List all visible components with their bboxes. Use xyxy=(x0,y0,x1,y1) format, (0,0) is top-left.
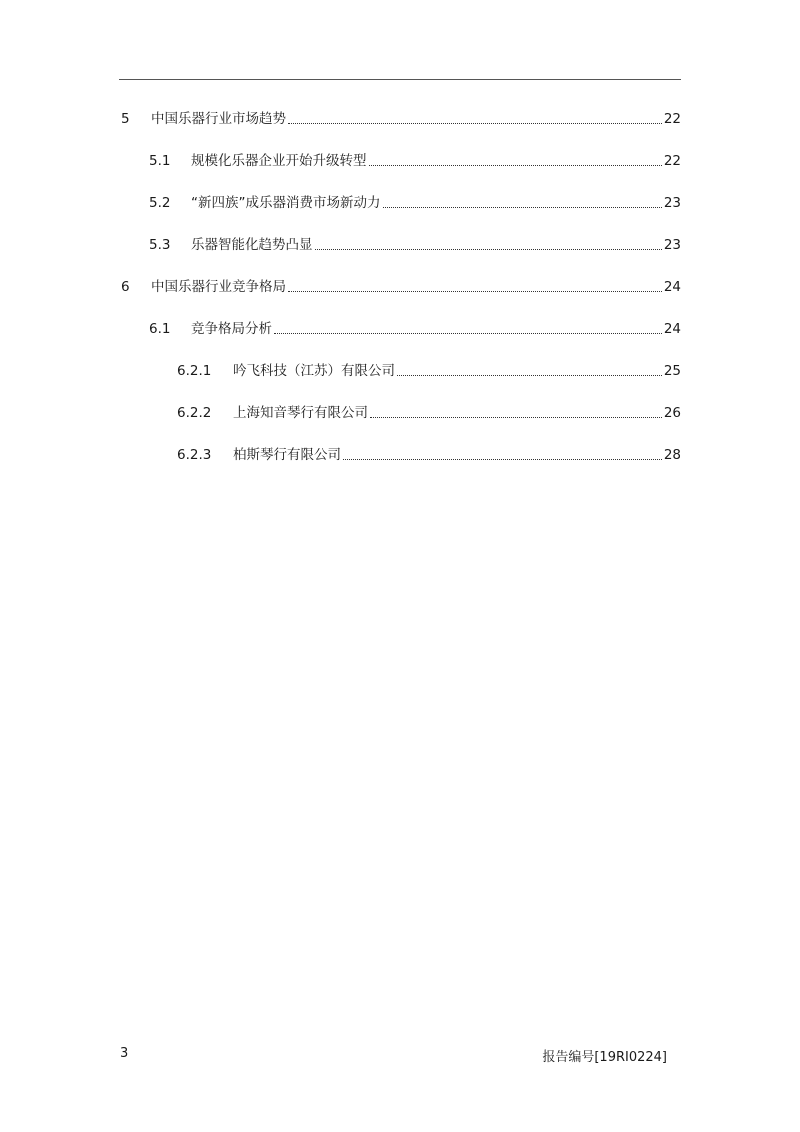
toc-entry-number: 6 xyxy=(121,279,130,295)
toc-entry-page: 24 xyxy=(663,279,681,295)
toc-entry-5-3[interactable] xyxy=(149,234,681,254)
dot-leader xyxy=(383,207,662,208)
dot-leader xyxy=(274,333,662,334)
toc-entry-number: 6.2.1 xyxy=(177,363,212,379)
toc-entry-title: 中国乐器行业市场趋势 xyxy=(151,111,286,127)
toc-entry-page: 28 xyxy=(663,447,681,463)
toc-entry-page: 22 xyxy=(663,153,681,169)
toc-entry-6-2-3[interactable] xyxy=(177,444,681,464)
toc-entry-title: “新四族”成乐器消费市场新动力 xyxy=(191,195,381,211)
footer-report-code: 报告编号[19RI0224] xyxy=(542,1050,667,1065)
toc-entry-page: 23 xyxy=(663,195,681,211)
toc-entry-page: 23 xyxy=(663,237,681,253)
toc-entry-title: 吟飞科技（江苏）有限公司 xyxy=(233,363,395,379)
toc-entry-number: 6.1 xyxy=(149,321,171,337)
dot-leader xyxy=(288,291,662,292)
toc-entry-title: 规模化乐器企业开始升级转型 xyxy=(191,153,367,169)
toc-entry-number: 5.3 xyxy=(149,237,171,253)
toc-entry-6-1[interactable] xyxy=(149,318,681,338)
toc-entry-6-2-1[interactable] xyxy=(177,360,681,380)
toc-entry-number: 5.1 xyxy=(149,153,171,169)
toc-entry-title: 柏斯琴行有限公司 xyxy=(233,447,341,463)
footer-page-number: 3 xyxy=(120,1046,129,1061)
dot-leader xyxy=(315,249,662,250)
toc-entry-title: 乐器智能化趋势凸显 xyxy=(191,237,313,253)
toc-entry-number: 5 xyxy=(121,111,130,127)
toc-entry-number: 6.2.3 xyxy=(177,447,212,463)
toc-entry-title: 竞争格局分析 xyxy=(191,321,272,337)
table-of-contents xyxy=(0,0,800,480)
toc-entry-5[interactable] xyxy=(121,108,681,128)
toc-entry-6-2-2[interactable] xyxy=(177,402,681,422)
dot-leader xyxy=(288,123,662,124)
toc-entry-6[interactable] xyxy=(121,276,681,296)
toc-entry-page: 24 xyxy=(663,321,681,337)
toc-entry-5-2[interactable] xyxy=(149,192,681,212)
toc-entry-5-1[interactable] xyxy=(149,150,681,170)
dot-leader xyxy=(370,417,662,418)
toc-entry-title: 中国乐器行业竞争格局 xyxy=(151,279,286,295)
toc-entry-page: 26 xyxy=(663,405,681,421)
dot-leader xyxy=(369,165,662,166)
toc-entry-number: 6.2.2 xyxy=(177,405,212,421)
toc-entry-page: 25 xyxy=(663,363,681,379)
toc-entry-page: 22 xyxy=(663,111,681,127)
dot-leader xyxy=(343,459,662,460)
dot-leader xyxy=(397,375,662,376)
toc-entry-number: 5.2 xyxy=(149,195,171,211)
toc-entry-title: 上海知音琴行有限公司 xyxy=(233,405,368,421)
